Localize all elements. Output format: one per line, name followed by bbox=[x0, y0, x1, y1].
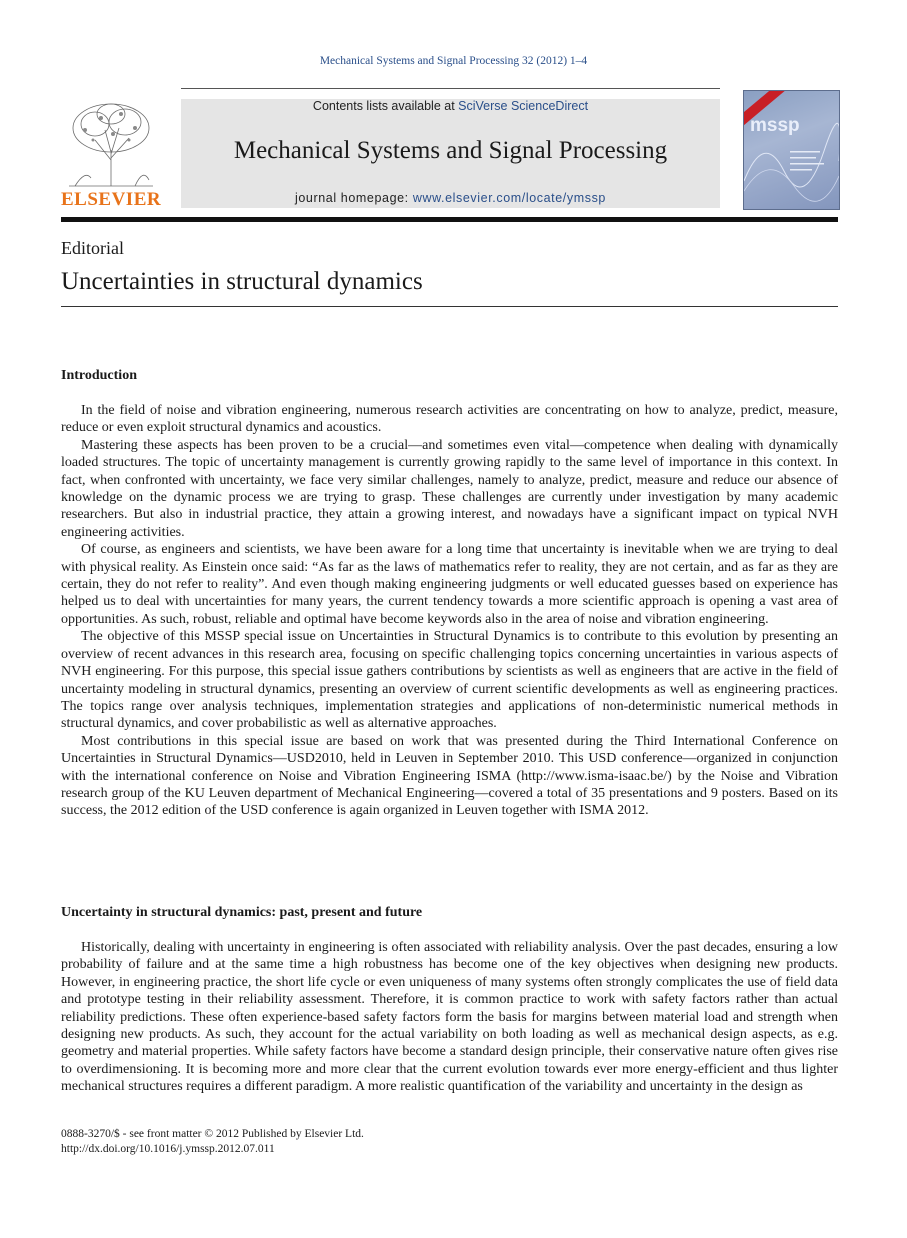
paragraph: Of course, as engineers and scientists, we have been aware for a long time that uncertainty is inevitable when we are trying to deal with physical reality. As Einstein once said: “As far as the laws of mathematics refer to reality, they are not certain, and as far as they are certain, they do not refer to reality”. And even though making engineering judgments or well educated guesses based on experience has helped us to deal with uncertainties for many years, the current tendency towards a more scientific approach is opening a vast area of opportunities. As such, robust, reliable and optimal have become keywords also in the area of noise and vibration engineering. bbox=[61, 542, 838, 627]
paragraph: The objective of this MSSP special issue on Uncertainties in Structural Dynamics is to contribute to this evolution by presenting an overview of recent advances in this research area, focusing on specific challenging topics concerning uncertainties in various aspects of NVH engineering. For this purpose, this special issue gathers contributions by scientists as well as engineers that are active in the field of uncertainty modeling in structural dynamics, presenting an overview of current scientific developments as well as engineering practices. The topics range over analysis techniques, implementation strategies and applications of non-deterministic numerical methods in structural dynamics, and cover probabilistic as well as alternative approaches. bbox=[61, 629, 838, 732]
cover-label: mssp bbox=[750, 115, 800, 136]
doi-link[interactable]: http://dx.doi.org/10.1016/j.ymssp.2012.07.011 bbox=[61, 1142, 275, 1155]
homepage-prefix: journal homepage: bbox=[295, 191, 413, 205]
elsevier-tree-icon bbox=[65, 100, 157, 188]
article-title: Uncertainties in structural dynamics bbox=[61, 268, 423, 295]
cover-wave-graphic bbox=[744, 91, 839, 209]
section-heading-introduction: Introduction bbox=[61, 368, 137, 383]
contents-availability-line bbox=[181, 99, 720, 113]
sciencedirect-link[interactable]: SciVerse ScienceDirect bbox=[458, 99, 589, 113]
journal-citation: Mechanical Systems and Signal Processing 32 (2012) 1–4 bbox=[319, 55, 588, 67]
journal-homepage-link[interactable]: www.elsevier.com/locate/ymssp bbox=[412, 191, 606, 205]
journal-homepage-line bbox=[181, 191, 720, 205]
article-type: Editorial bbox=[61, 238, 124, 258]
article-footer bbox=[61, 1127, 364, 1156]
uncertainty-section-body bbox=[61, 939, 838, 1096]
paragraph: Historically, dealing with uncertainty in engineering is often associated with reliability analysis. Over the past decades, ensuring a low probability of failure and at the same time a high robustness has become one of the key objectives when designing new products. However, in engineering practice, the short life cycle or even uniqueness of many systems often strongly complicates the use of field data and prototype testing in their reliability assessment. Therefore, it is common practice to work with safety factors rather than actual reliability predictions. These often experience-based safety factors form the basis for margins between material load and strength when designing new products. As such, they account for the actual variability on both loading as well as mechanical design aspects, as e.g. geometry and material properties. While safety factors have become a standard design principle, their conservative nature often gives rise to overdimensioning. It is becoming more and more clear that the current evolution towards ever more energy-efficient and thus lighter mechanical structures requires a different paradigm. A more realistic quantification of the variability and uncertainty in the design as bbox=[61, 940, 838, 1095]
elsevier-wordmark: ELSEVIER bbox=[61, 189, 162, 210]
elsevier-logo bbox=[61, 100, 161, 212]
issn-copyright-line: 0888-3270/$ - see front matter © 2012 Published by Elsevier Ltd. bbox=[61, 1128, 364, 1140]
header-divider bbox=[61, 217, 838, 222]
contents-prefix: Contents lists available at bbox=[312, 99, 459, 113]
paragraph: Mastering these aspects has been proven to be a crucial—and sometimes even vital—competence when dealing with dynamically loaded structures. The topic of uncertainty management is currently growing rapidly to the same level of importance in this context. In fact, when confronted with uncertainty, we face very similar challenges, namely to analyze, predict, measure and reduce our absence of knowledge on the dynamic process we are trying to grasp. These challenges are currently under investigation by many academic researchers. But also in industrial practice, they attain a growing interest, and nowadays have a significant impact on typical NVH engineering activities. bbox=[61, 437, 838, 540]
introduction-body bbox=[61, 402, 838, 820]
paragraph: In the field of noise and vibration engineering, numerous research activities are concentrating on how to analyze, predict, measure, reduce or even exploit structural dynamics and acoustics. bbox=[61, 403, 838, 436]
journal-cover-thumbnail bbox=[743, 90, 840, 210]
paragraph: Most contributions in this special issue are based on work that was presented during the Third International Conference on Uncertainties in Structural Dynamics—USD2010, held in Leuven in September 2010. This USD conference—organized in conjunction with the international conference on Noise and Vibration Engineering ISMA (http://www.isma-isaac.be/) by the Noise and Vibration research group of the KU Leuven department of Mechanical Engineering—covered a total of 35 presentations and 9 posters. Based on its success, the 2012 edition of the USD conference is again organized in Leuven together with ISMA 2012. bbox=[61, 733, 838, 819]
journal-masthead bbox=[181, 99, 720, 208]
title-divider bbox=[61, 306, 838, 307]
masthead-top-rule bbox=[181, 88, 720, 89]
journal-title: Mechanical Systems and Signal Processing bbox=[233, 137, 668, 164]
section-heading-uncertainty: Uncertainty in structural dynamics: past, present and future bbox=[61, 905, 423, 920]
